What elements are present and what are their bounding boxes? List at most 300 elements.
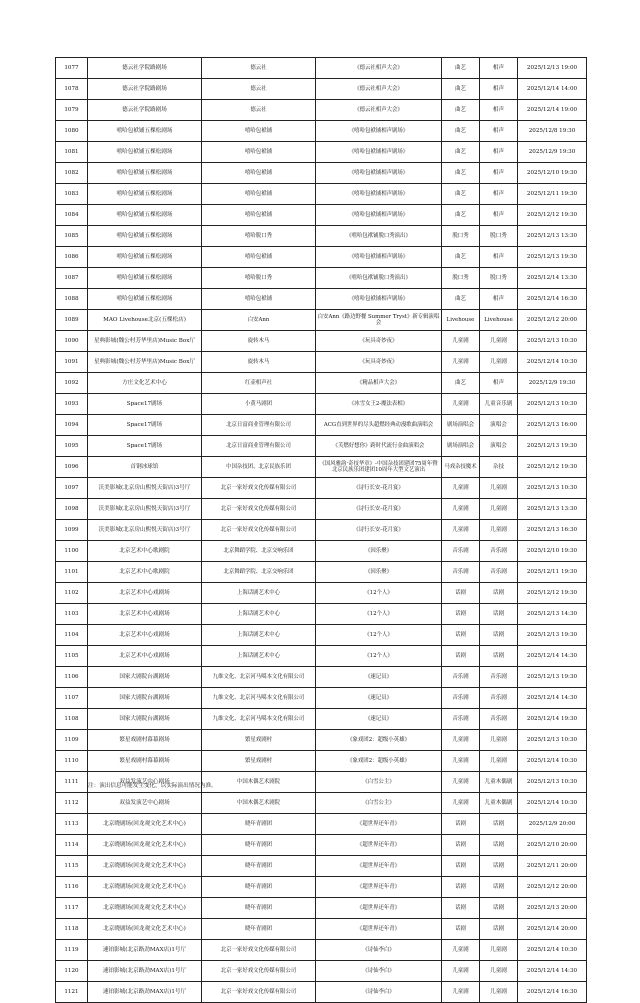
cell-category: 曲艺 bbox=[442, 163, 480, 184]
cell-category: 儿童剧 bbox=[442, 793, 480, 814]
cell-organizer: 九维文化、北京河马噶本文化有限公司 bbox=[202, 688, 316, 709]
cell-subcategory: 相声 bbox=[480, 58, 518, 79]
cell-program-title: 《超世界还年青》 bbox=[316, 898, 442, 919]
cell-subcategory: 相声 bbox=[480, 100, 518, 121]
table-row bbox=[56, 310, 587, 331]
cell-category: 话剧 bbox=[442, 835, 480, 856]
cell-organizer: 中国木偶艺术剧院 bbox=[202, 793, 316, 814]
cell-program-title: 《超世界还年青》 bbox=[316, 835, 442, 856]
cell-show-time: 2025/12/13 19:30 bbox=[518, 667, 587, 688]
cell-venue: 北京艺术中心戏剧场 bbox=[88, 625, 202, 646]
table-row bbox=[56, 982, 587, 1003]
cell-organizer: 上海话剧艺术中心 bbox=[202, 625, 316, 646]
cell-show-time: 2025/12/14 14:30 bbox=[518, 646, 587, 667]
cell-show-time: 2025/12/8 19:30 bbox=[518, 121, 587, 142]
cell-row-number: 1079 bbox=[56, 100, 88, 121]
cell-subcategory: 相声 bbox=[480, 163, 518, 184]
cell-program-title: 《嘻哈包袱铺脱口秀演出》 bbox=[316, 226, 442, 247]
cell-row-number: 1103 bbox=[56, 604, 88, 625]
cell-program-title: 《嘻哈包袱铺脱口秀演出》 bbox=[316, 268, 442, 289]
cell-show-time: 2025/12/14 16:30 bbox=[518, 289, 587, 310]
cell-show-time: 2025/12/9 19:30 bbox=[518, 373, 587, 394]
cell-row-number: 1085 bbox=[56, 226, 88, 247]
cell-row-number: 1096 bbox=[56, 457, 88, 478]
cell-row-number: 1088 bbox=[56, 289, 88, 310]
cell-venue: 速铂影城(北京路劲MAX店)1号厅 bbox=[88, 982, 202, 1003]
cell-category: 话剧 bbox=[442, 646, 480, 667]
cell-category: 剧场演唱会 bbox=[442, 436, 480, 457]
cell-organizer: 北京一家好戏文化传媒有限公司 bbox=[202, 478, 316, 499]
cell-subcategory: 脱口秀 bbox=[480, 226, 518, 247]
table-row bbox=[56, 961, 587, 982]
cell-program-title: 《速记员》 bbox=[316, 709, 442, 730]
cell-subcategory: 儿童剧 bbox=[480, 499, 518, 520]
cell-venue: MAO Livehouse北京(五棵松店) bbox=[88, 310, 202, 331]
cell-venue: 嘻哈包袱铺五棵松剧场 bbox=[88, 163, 202, 184]
cell-row-number: 1109 bbox=[56, 730, 88, 751]
cell-venue: 嘻哈包袱铺五棵松剧场 bbox=[88, 142, 202, 163]
table-row bbox=[56, 247, 587, 268]
table-row bbox=[56, 121, 587, 142]
cell-program-title: 《精品相声大会》 bbox=[316, 373, 442, 394]
cell-venue: 嘻哈包袱铺五棵松剧场 bbox=[88, 226, 202, 247]
table-row bbox=[56, 940, 587, 961]
cell-show-time: 2025/12/13 20:00 bbox=[518, 898, 587, 919]
cell-category: 曲艺 bbox=[442, 100, 480, 121]
cell-organizer: 中国木偶艺术剧院 bbox=[202, 772, 316, 793]
table-row bbox=[56, 373, 587, 394]
cell-program-title: 《玩具奇妙夜》 bbox=[316, 352, 442, 373]
table-row bbox=[56, 751, 587, 772]
table-row bbox=[56, 289, 587, 310]
cell-venue: 嘻哈包袱铺五棵松剧场 bbox=[88, 289, 202, 310]
cell-category: 儿童剧 bbox=[442, 940, 480, 961]
cell-show-time: 2025/12/14 10:30 bbox=[518, 352, 587, 373]
cell-organizer: 北京日富商业管理有限公司 bbox=[202, 436, 316, 457]
cell-row-number: 1119 bbox=[56, 940, 88, 961]
cell-row-number: 1087 bbox=[56, 268, 88, 289]
table-row bbox=[56, 499, 587, 520]
cell-subcategory: 儿童剧 bbox=[480, 730, 518, 751]
cell-row-number: 1121 bbox=[56, 982, 88, 1003]
cell-subcategory: 音乐剧 bbox=[480, 688, 518, 709]
cell-show-time: 2025/12/13 16:00 bbox=[518, 415, 587, 436]
cell-subcategory: 演唱会 bbox=[480, 436, 518, 457]
cell-category: 儿童剧 bbox=[442, 520, 480, 541]
cell-subcategory: 话剧 bbox=[480, 625, 518, 646]
cell-program-title: 《玩具奇妙夜》 bbox=[316, 331, 442, 352]
cell-subcategory: 音乐剧 bbox=[480, 562, 518, 583]
cell-category: 音乐剧 bbox=[442, 688, 480, 709]
cell-program-title: 《超世界还年青》 bbox=[316, 877, 442, 898]
cell-organizer: 晓年青剧团 bbox=[202, 919, 316, 940]
cell-organizer: 德云社 bbox=[202, 79, 316, 100]
cell-category: 脱口秀 bbox=[442, 226, 480, 247]
cell-subcategory: 儿童剧 bbox=[480, 352, 518, 373]
cell-category: 儿童剧 bbox=[442, 730, 480, 751]
cell-category: 音乐剧 bbox=[442, 667, 480, 688]
cell-organizer: 红壶相声社 bbox=[202, 373, 316, 394]
cell-program-title: 《冰雪女王2-魔法表相》 bbox=[316, 394, 442, 415]
cell-program-title: 《超世界还年青》 bbox=[316, 856, 442, 877]
cell-category: 曲艺 bbox=[442, 205, 480, 226]
cell-subcategory: 话剧 bbox=[480, 646, 518, 667]
cell-organizer: 嘻哈包袱铺 bbox=[202, 184, 316, 205]
cell-show-time: 2025/12/13 10:30 bbox=[518, 394, 587, 415]
table-row bbox=[56, 814, 587, 835]
cell-organizer: 北京一家好戏文化传媒有限公司 bbox=[202, 940, 316, 961]
cell-subcategory: 音乐剧 bbox=[480, 541, 518, 562]
cell-subcategory: 相声 bbox=[480, 79, 518, 100]
cell-program-title: 《白雪公主》 bbox=[316, 793, 442, 814]
cell-subcategory: 话剧 bbox=[480, 583, 518, 604]
cell-category: 曲艺 bbox=[442, 58, 480, 79]
cell-category: 曲艺 bbox=[442, 121, 480, 142]
cell-subcategory: 儿童剧 bbox=[480, 982, 518, 1003]
table-row bbox=[56, 268, 587, 289]
cell-subcategory: 相声 bbox=[480, 289, 518, 310]
cell-row-number: 1082 bbox=[56, 163, 88, 184]
cell-venue: 嘻哈包袱铺五棵松剧场 bbox=[88, 205, 202, 226]
table-row bbox=[56, 205, 587, 226]
cell-venue: 嘻哈包袱铺五棵松剧场 bbox=[88, 268, 202, 289]
table-row bbox=[56, 709, 587, 730]
cell-subcategory: 相声 bbox=[480, 184, 518, 205]
cell-program-title: 《12个人》 bbox=[316, 583, 442, 604]
cell-category: 脱口秀 bbox=[442, 268, 480, 289]
cell-venue: 繁星戏剧村幕幕剧场 bbox=[88, 751, 202, 772]
cell-organizer: 北京日富商业管理有限公司 bbox=[202, 415, 316, 436]
cell-subcategory: 话剧 bbox=[480, 814, 518, 835]
cell-category: 儿童剧 bbox=[442, 772, 480, 793]
table-row bbox=[56, 79, 587, 100]
table-row bbox=[56, 226, 587, 247]
cell-venue: 沃美影城(北京房山熙悦天街店)3号厅 bbox=[88, 520, 202, 541]
table-row bbox=[56, 478, 587, 499]
table-row bbox=[56, 352, 587, 373]
cell-show-time: 2025/12/14 16:30 bbox=[518, 982, 587, 1003]
cell-subcategory: 演唱会 bbox=[480, 415, 518, 436]
table-row bbox=[56, 877, 587, 898]
cell-show-time: 2025/12/12 20:00 bbox=[518, 877, 587, 898]
cell-organizer: 德云社 bbox=[202, 100, 316, 121]
cell-show-time: 2025/12/10 20:00 bbox=[518, 835, 587, 856]
cell-row-number: 1100 bbox=[56, 541, 88, 562]
table-row bbox=[56, 625, 587, 646]
table-row bbox=[56, 688, 587, 709]
cell-row-number: 1089 bbox=[56, 310, 88, 331]
cell-venue: 国家大剧院台湖剧场 bbox=[88, 667, 202, 688]
cell-organizer: 嘻哈脱口秀 bbox=[202, 268, 316, 289]
cell-organizer: 晓年青剧团 bbox=[202, 856, 316, 877]
cell-subcategory: 脱口秀 bbox=[480, 268, 518, 289]
cell-subcategory: 话剧 bbox=[480, 835, 518, 856]
cell-show-time: 2025/12/13 14:30 bbox=[518, 604, 587, 625]
cell-subcategory: 相声 bbox=[480, 121, 518, 142]
cell-venue: Space17剧场 bbox=[88, 436, 202, 457]
cell-program-title: 《超世界还年青》 bbox=[316, 814, 442, 835]
cell-category: 曲艺 bbox=[442, 289, 480, 310]
cell-category: 曲艺 bbox=[442, 247, 480, 268]
cell-organizer: 嘻哈脱口秀 bbox=[202, 226, 316, 247]
cell-row-number: 1091 bbox=[56, 352, 88, 373]
cell-subcategory: 音乐剧 bbox=[480, 709, 518, 730]
cell-program-title: 《12个人》 bbox=[316, 604, 442, 625]
cell-category: 儿童剧 bbox=[442, 982, 480, 1003]
table-row bbox=[56, 163, 587, 184]
cell-subcategory: Livehouse bbox=[480, 310, 518, 331]
cell-subcategory: 杂技 bbox=[480, 457, 518, 478]
cell-row-number: 1113 bbox=[56, 814, 88, 835]
cell-row-number: 1117 bbox=[56, 898, 88, 919]
cell-subcategory: 儿童木偶剧 bbox=[480, 772, 518, 793]
table-row bbox=[56, 58, 587, 79]
cell-program-title: 《嘻哈包袱铺相声剧场》 bbox=[316, 289, 442, 310]
table-row bbox=[56, 583, 587, 604]
cell-category: 话剧 bbox=[442, 814, 480, 835]
cell-show-time: 2025/12/14 19:00 bbox=[518, 100, 587, 121]
cell-organizer: 北京一家好戏文化传媒有限公司 bbox=[202, 961, 316, 982]
cell-category: 音乐剧 bbox=[442, 709, 480, 730]
cell-venue: 嘻哈包袱铺五棵松剧场 bbox=[88, 184, 202, 205]
cell-organizer: 繁星戏剧村 bbox=[202, 751, 316, 772]
cell-subcategory: 儿童音乐剧 bbox=[480, 394, 518, 415]
cell-organizer: 旋转木马 bbox=[202, 331, 316, 352]
performance-schedule-table bbox=[55, 57, 587, 1003]
cell-venue: 北京晓剧场(回龙观文化艺术中心) bbox=[88, 814, 202, 835]
table-body bbox=[56, 58, 587, 1003]
cell-show-time: 2025/12/13 10:30 bbox=[518, 478, 587, 499]
cell-subcategory: 儿童木偶剧 bbox=[480, 793, 518, 814]
cell-organizer: 旋转木马 bbox=[202, 352, 316, 373]
cell-category: 儿童剧 bbox=[442, 394, 480, 415]
cell-venue: 方庄文化艺术中心 bbox=[88, 373, 202, 394]
cell-venue: 德云社学院路剧场 bbox=[88, 79, 202, 100]
cell-show-time: 2025/12/13 13:30 bbox=[518, 499, 587, 520]
cell-organizer: 小黄马剧团 bbox=[202, 394, 316, 415]
cell-show-time: 2025/12/14 14:00 bbox=[518, 79, 587, 100]
table-row bbox=[56, 919, 587, 940]
cell-program-title: 《因乐聚》 bbox=[316, 541, 442, 562]
cell-show-time: 2025/12/9 20:00 bbox=[518, 814, 587, 835]
cell-venue: 星典影城(魏公村芳华里店)Music Box厅 bbox=[88, 331, 202, 352]
cell-row-number: 1107 bbox=[56, 688, 88, 709]
cell-venue: 北京艺术中心歌剧院 bbox=[88, 562, 202, 583]
table-row bbox=[56, 415, 587, 436]
cell-venue: 德云社学院路剧场 bbox=[88, 58, 202, 79]
cell-row-number: 1098 bbox=[56, 499, 88, 520]
cell-category: 话剧 bbox=[442, 898, 480, 919]
cell-venue: 北京艺术中心戏剧场 bbox=[88, 583, 202, 604]
cell-organizer: 北京一家好戏文化传媒有限公司 bbox=[202, 982, 316, 1003]
cell-row-number: 1118 bbox=[56, 919, 88, 940]
cell-category: 儿童剧 bbox=[442, 961, 480, 982]
cell-row-number: 1077 bbox=[56, 58, 88, 79]
cell-show-time: 2025/12/13 10:30 bbox=[518, 331, 587, 352]
cell-row-number: 1092 bbox=[56, 373, 88, 394]
cell-organizer: 嘻哈包袱铺 bbox=[202, 163, 316, 184]
cell-category: 儿童剧 bbox=[442, 751, 480, 772]
cell-venue: 北京晓剧场(回龙观文化艺术中心) bbox=[88, 919, 202, 940]
cell-row-number: 1115 bbox=[56, 856, 88, 877]
cell-show-time: 2025/12/14 20:00 bbox=[518, 919, 587, 940]
cell-show-time: 2025/12/13 16:30 bbox=[518, 520, 587, 541]
cell-subcategory: 相声 bbox=[480, 247, 518, 268]
cell-subcategory: 儿童剧 bbox=[480, 940, 518, 961]
cell-row-number: 1104 bbox=[56, 625, 88, 646]
table-row bbox=[56, 541, 587, 562]
cell-subcategory: 儿童剧 bbox=[480, 961, 518, 982]
cell-row-number: 1080 bbox=[56, 121, 88, 142]
cell-organizer: 嘻哈包袱铺 bbox=[202, 247, 316, 268]
table-row bbox=[56, 436, 587, 457]
cell-show-time: 2025/12/13 19:30 bbox=[518, 247, 587, 268]
cell-organizer: 北京舞蹈学院、北京交响乐团 bbox=[202, 562, 316, 583]
cell-row-number: 1093 bbox=[56, 394, 88, 415]
footnote: 注：演出信息可能发生变化，以实际演出情况为准。 bbox=[88, 783, 217, 789]
cell-subcategory: 话剧 bbox=[480, 898, 518, 919]
cell-row-number: 1094 bbox=[56, 415, 88, 436]
cell-show-time: 2025/12/12 19:30 bbox=[518, 583, 587, 604]
cell-organizer: 晓年青剧团 bbox=[202, 898, 316, 919]
cell-category: 马戏杂技魔术 bbox=[442, 457, 480, 478]
table-row bbox=[56, 604, 587, 625]
cell-venue: 繁星戏剧村幕幕剧场 bbox=[88, 730, 202, 751]
cell-subcategory: 相声 bbox=[480, 373, 518, 394]
cell-show-time: 2025/12/10 19:30 bbox=[518, 163, 587, 184]
cell-program-title: 《诗仙李白》 bbox=[316, 940, 442, 961]
table-row bbox=[56, 520, 587, 541]
cell-program-title: 《速记员》 bbox=[316, 688, 442, 709]
cell-category: 音乐剧 bbox=[442, 541, 480, 562]
cell-venue: 德云社学院路剧场 bbox=[88, 100, 202, 121]
cell-row-number: 1120 bbox=[56, 961, 88, 982]
cell-program-title: 《诗仙李白》 bbox=[316, 961, 442, 982]
cell-venue: 首钢冰球馆 bbox=[88, 457, 202, 478]
cell-venue: 双益发演艺中心剧场 bbox=[88, 793, 202, 814]
cell-program-title: 《芙燃好想你》跨时代流行金曲演唱会 bbox=[316, 436, 442, 457]
table-row bbox=[56, 562, 587, 583]
cell-subcategory: 话剧 bbox=[480, 919, 518, 940]
cell-row-number: 1101 bbox=[56, 562, 88, 583]
cell-subcategory: 儿童剧 bbox=[480, 520, 518, 541]
cell-category: 话剧 bbox=[442, 625, 480, 646]
cell-organizer: 北京舞蹈学院、北京交响乐团 bbox=[202, 541, 316, 562]
cell-organizer: 嘻哈包袱铺 bbox=[202, 205, 316, 226]
cell-subcategory: 音乐剧 bbox=[480, 667, 518, 688]
cell-show-time: 2025/12/14 14:30 bbox=[518, 688, 587, 709]
cell-venue: 嘻哈包袱铺五棵松剧场 bbox=[88, 247, 202, 268]
cell-category: 儿童剧 bbox=[442, 478, 480, 499]
cell-category: 儿童剧 bbox=[442, 352, 480, 373]
cell-program-title: 《速记员》 bbox=[316, 667, 442, 688]
cell-program-title: ACG直到世界的尽头超燃经典动漫歌曲演唱会 bbox=[316, 415, 442, 436]
cell-show-time: 2025/12/12 19:30 bbox=[518, 457, 587, 478]
cell-category: 剧场演唱会 bbox=[442, 415, 480, 436]
cell-venue: 北京艺术中心戏剧场 bbox=[88, 646, 202, 667]
table-row bbox=[56, 856, 587, 877]
cell-category: 话剧 bbox=[442, 919, 480, 940]
cell-program-title: 《白雪公主》 bbox=[316, 772, 442, 793]
cell-program-title: 《象戏团2：超级小英雄》 bbox=[316, 751, 442, 772]
cell-category: Livehouse bbox=[442, 310, 480, 331]
cell-row-number: 1111 bbox=[56, 772, 88, 793]
cell-program-title: 《12个人》 bbox=[316, 625, 442, 646]
cell-organizer: 繁星戏剧村 bbox=[202, 730, 316, 751]
cell-venue: 北京晓剧场(回龙观文化艺术中心) bbox=[88, 835, 202, 856]
cell-category: 曲艺 bbox=[442, 142, 480, 163]
cell-show-time: 2025/12/13 19:30 bbox=[518, 625, 587, 646]
cell-show-time: 2025/12/14 14:30 bbox=[518, 961, 587, 982]
cell-program-title: 《嘻哈包袱铺相声剧场》 bbox=[316, 247, 442, 268]
cell-show-time: 2025/12/14 10:30 bbox=[518, 793, 587, 814]
cell-category: 话剧 bbox=[442, 604, 480, 625]
cell-row-number: 1081 bbox=[56, 142, 88, 163]
cell-subcategory: 儿童剧 bbox=[480, 751, 518, 772]
cell-organizer: 北京一家好戏文化传媒有限公司 bbox=[202, 520, 316, 541]
table-row bbox=[56, 331, 587, 352]
cell-show-time: 2025/12/13 19:30 bbox=[518, 436, 587, 457]
cell-program-title: 《象戏团2：超级小英雄》 bbox=[316, 730, 442, 751]
cell-program-title: 《嘻哈包袱铺相声剧场》 bbox=[316, 163, 442, 184]
table-row bbox=[56, 184, 587, 205]
cell-program-title: 《诗行长安-花月宴》 bbox=[316, 499, 442, 520]
cell-category: 曲艺 bbox=[442, 373, 480, 394]
cell-row-number: 1108 bbox=[56, 709, 88, 730]
cell-show-time: 2025/12/9 19:30 bbox=[518, 142, 587, 163]
cell-show-time: 2025/12/11 19:30 bbox=[518, 184, 587, 205]
cell-row-number: 1112 bbox=[56, 793, 88, 814]
cell-venue: 北京晓剧场(回龙观文化艺术中心) bbox=[88, 856, 202, 877]
cell-category: 话剧 bbox=[442, 856, 480, 877]
cell-row-number: 1086 bbox=[56, 247, 88, 268]
cell-organizer: 上海话剧艺术中心 bbox=[202, 604, 316, 625]
cell-subcategory: 相声 bbox=[480, 142, 518, 163]
cell-show-time: 2025/12/13 10:30 bbox=[518, 772, 587, 793]
table-row bbox=[56, 898, 587, 919]
cell-subcategory: 儿童剧 bbox=[480, 478, 518, 499]
cell-program-title: 《国风雅韵·奇技华章》-中国杂技团建团75周年暨北京民族乐团建团10周年大型文艺演出 bbox=[316, 457, 442, 478]
cell-show-time: 2025/12/12 19:30 bbox=[518, 205, 587, 226]
cell-subcategory: 相声 bbox=[480, 205, 518, 226]
table-row bbox=[56, 142, 587, 163]
cell-row-number: 1105 bbox=[56, 646, 88, 667]
cell-program-title: 白安Ann《路边野餐 Summer Tryst》新专辑演唱会 bbox=[316, 310, 442, 331]
cell-row-number: 1095 bbox=[56, 436, 88, 457]
cell-program-title: 《嘻哈包袱铺相声剧场》 bbox=[316, 205, 442, 226]
cell-venue: 速铂影城(北京路劲MAX店)1号厅 bbox=[88, 961, 202, 982]
cell-show-time: 2025/12/14 13:30 bbox=[518, 268, 587, 289]
cell-program-title: 《诗行长安-花月宴》 bbox=[316, 478, 442, 499]
cell-organizer: 上海话剧艺术中心 bbox=[202, 646, 316, 667]
cell-venue: 北京晓剧场(回龙观文化艺术中心) bbox=[88, 898, 202, 919]
cell-row-number: 1114 bbox=[56, 835, 88, 856]
cell-show-time: 2025/12/13 19:00 bbox=[518, 58, 587, 79]
cell-venue: 北京艺术中心戏剧场 bbox=[88, 604, 202, 625]
cell-organizer: 九维文化、北京河马噶本文化有限公司 bbox=[202, 709, 316, 730]
cell-subcategory: 话剧 bbox=[480, 856, 518, 877]
cell-organizer: 晓年青剧团 bbox=[202, 877, 316, 898]
cell-show-time: 2025/12/12 20:00 bbox=[518, 310, 587, 331]
cell-subcategory: 儿童剧 bbox=[480, 331, 518, 352]
cell-organizer: 嘻哈包袱铺 bbox=[202, 121, 316, 142]
cell-show-time: 2025/12/13 13:30 bbox=[518, 226, 587, 247]
cell-row-number: 1102 bbox=[56, 583, 88, 604]
cell-organizer: 晓年青剧团 bbox=[202, 814, 316, 835]
cell-row-number: 1099 bbox=[56, 520, 88, 541]
cell-organizer: 嘻哈包袱铺 bbox=[202, 289, 316, 310]
cell-venue: 双益发演艺中心剧场 bbox=[88, 772, 202, 793]
